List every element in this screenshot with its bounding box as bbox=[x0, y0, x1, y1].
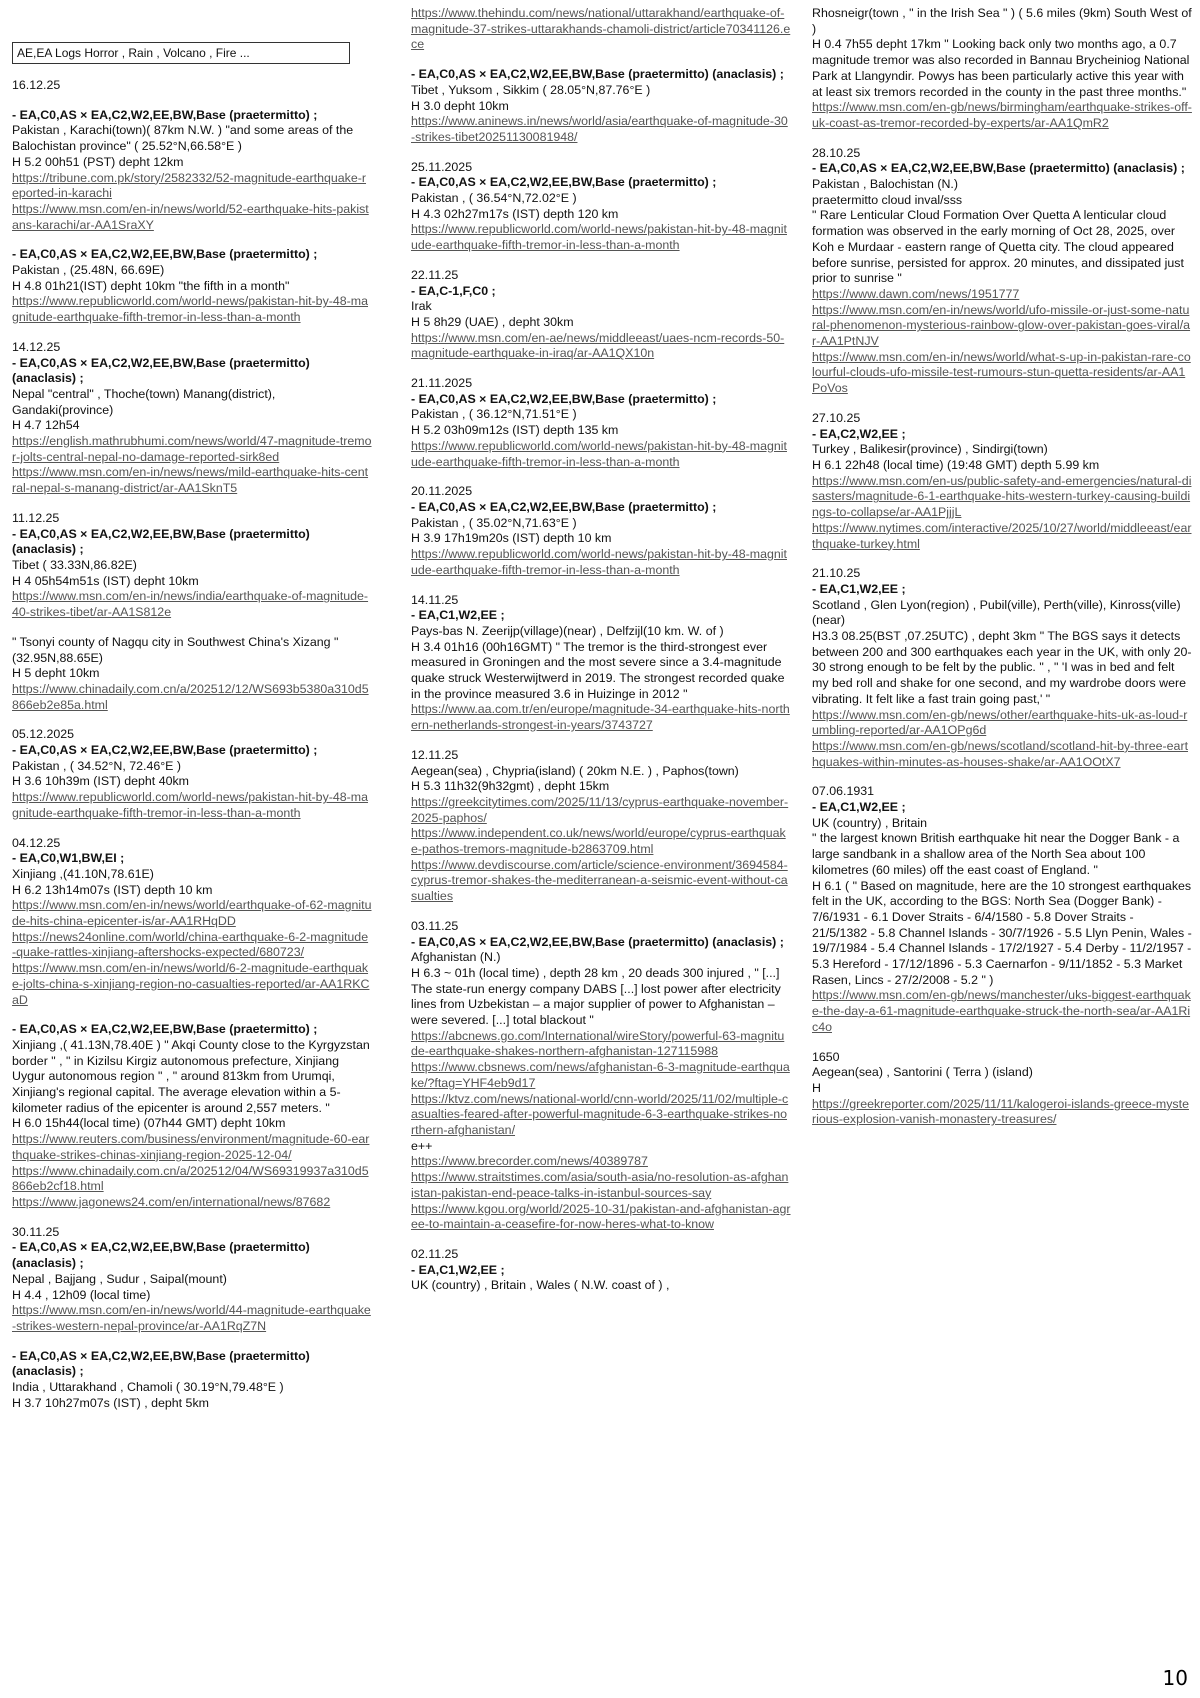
entry-text: H 5.3 11h32(9h32gmt) , depht 15km bbox=[411, 779, 610, 794]
entry-text: 30.11.25 bbox=[12, 1224, 60, 1239]
source-link[interactable]: https://www.msn.com/en-in/news/world/earthquake-of-62-magnitude-hits-china-epicenter-is/ar-AA1RHqDD bbox=[12, 898, 372, 929]
source-link[interactable]: https://greekreporter.com/2025/11/11/kalogeroi-islands-greece-mysterious-explosion-vanish-monastery-treasures/ bbox=[812, 1096, 1189, 1127]
entry-text: 14.12.25 bbox=[12, 339, 61, 354]
entry-code: - EA,C1,W2,EE ; bbox=[411, 608, 505, 623]
entry-code: - EA,C0,AS × EA,C2,W2,EE,BW,Base (praetermitto) ; bbox=[411, 499, 717, 514]
source-link[interactable]: https://www.republicworld.com/world-news/pakistan-hit-by-48-magnitude-earthquake-fifth-tremor-in-less-than-a-month bbox=[411, 222, 787, 253]
source-link[interactable]: https://www.kgou.org/world/2025-10-31/pakistan-and-afghanistan-agree-to-maintain-a-ceasefire-for-now-heres-what-to-know bbox=[411, 1201, 791, 1232]
entry-text: Nepal , Bajjang , Sudur , Saipal(mount) bbox=[12, 1271, 227, 1286]
entry-text: Pakistan , ( 34.52°N, 72.46°E ) bbox=[12, 758, 182, 773]
source-link[interactable]: https://www.republicworld.com/world-news/pakistan-hit-by-48-magnitude-earthquake-fifth-tremor-in-less-than-a-month bbox=[12, 294, 369, 325]
entry-text: 07.06.1931 bbox=[812, 784, 875, 799]
entry-code: - EA,C0,AS × EA,C2,W2,EE,BW,Base (praetermitto) ; bbox=[12, 247, 318, 262]
source-link[interactable]: https://www.republicworld.com/world-news/pakistan-hit-by-48-magnitude-earthquake-fifth-tremor-in-less-than-a-month bbox=[411, 547, 787, 577]
entry-text: H 4 05h54m51s (IST) depht 10km bbox=[12, 573, 199, 588]
log-entry bbox=[12, 108, 372, 234]
log-entry bbox=[411, 268, 791, 362]
entry-text: H 3.6 10h39m (IST) depht 40km bbox=[12, 774, 189, 789]
log-entry bbox=[12, 78, 372, 94]
entry-code: - EA,C0,AS × EA,C2,W2,EE,BW,Base (praetermitto) ; bbox=[12, 107, 318, 122]
entry-text: Aegean(sea) , Chypria(island) ( 20km N.E. ) , Paphos(town) bbox=[411, 763, 739, 778]
log-entry bbox=[812, 411, 1192, 552]
entry-text: Nepal "central" , Thoche(town) Manang(district), Gandaki(province) bbox=[12, 386, 276, 417]
entry-code: - EA,C0,AS × EA,C2,W2,EE,BW,Base (praetermitto) (anaclasis) ; bbox=[12, 1240, 310, 1271]
source-link[interactable]: https://tribune.com.pk/story/2582332/52-magnitude-earthquake-reported-in-karachi bbox=[12, 170, 367, 201]
entry-text: H bbox=[812, 1081, 821, 1095]
log-entry bbox=[12, 727, 372, 821]
log-entry bbox=[411, 376, 791, 470]
log-entry bbox=[411, 484, 791, 578]
entry-text: " Tsonyi county of Nagqu city in Southwest China's Xizang " (32.95N,88.65E) bbox=[12, 634, 339, 665]
entry-code: - EA,C0,AS × EA,C2,W2,EE,BW,Base (praetermitto) (anaclasis) ; bbox=[12, 1348, 310, 1379]
entry-text: Afghanistan (N.) bbox=[411, 950, 501, 965]
source-link[interactable]: https://www.msn.com/en-in/news/news/mild-earthquake-hits-central-nepal-s-manang-district/ar-AA1SknT5 bbox=[12, 465, 369, 496]
entry-code: - EA,C0,AS × EA,C2,W2,EE,BW,Base (praetermitto) ; bbox=[411, 175, 717, 190]
entry-text: UK (country) , Britain , Wales ( N.W. coast of ) , bbox=[411, 1278, 670, 1293]
entry-text: 14.11.25 bbox=[411, 592, 459, 607]
log-entry bbox=[12, 836, 372, 1009]
source-link[interactable]: https://www.reuters.com/business/environment/magnitude-60-earthquake-strikes-chinas-xinjiang-region-2025-12-04/ bbox=[12, 1132, 370, 1162]
source-link[interactable]: https://www.aa.com.tr/en/europe/magnitude-34-earthquake-hits-northern-netherlands-strongest-in-years/3743727 bbox=[411, 702, 790, 733]
log-entry bbox=[12, 635, 372, 714]
entry-text: " Rare Lenticular Cloud Formation Over Quetta A lenticular cloud formation was observed in the early morning of Oct 28, 2025, over Koh e Murdaar - eastern range of Quetta city. The cloud appeared before sunrise, persisted for approx. 20 minutes, and dissipated just prior to sunrise " bbox=[812, 208, 1184, 286]
page-number: 10 bbox=[1162, 1666, 1188, 1690]
entry-text: H 5.2 00h51 (PST) depht 12km bbox=[12, 154, 184, 169]
entry-text: 04.12.25 bbox=[12, 835, 61, 850]
log-entry bbox=[812, 146, 1192, 397]
entry-text: 03.11.25 bbox=[411, 918, 459, 933]
source-link[interactable]: https://www.thehindu.com/news/national/uttarakhand/earthquake-of-magnitude-37-strikes-uttarakhands-chamoli-district/article70341126.ece bbox=[411, 6, 791, 52]
source-link[interactable]: https://www.chinadaily.com.cn/a/202512/04/WS69319937a310d5866eb2cf18.html bbox=[12, 1163, 369, 1194]
source-link[interactable]: https://www.devdiscourse.com/article/science-environment/3694584-cyprus-tremor-shakes-the-mediterranean-a-seismic-event-without-casualties bbox=[411, 857, 788, 904]
entry-text: H 6.1 ( " Based on magnitude, here are the 10 strongest earthquakes felt in the UK, according to the BGS: North Sea (Dogger Bank) - 7/6/1931 - 6.1 Dover Straits - 6/4/1580 - 5.8 Dover Straits - 21/5/1382 - 5.8 Channel Islands - 30/7/1926 - 5.5 Llyn Penin, Wales - 19/7/1984 - 5.4 Channel Islands - 17/2/1927 - 5.4 Derby - 11/2/1957 - 5.3 Hereford - 17/12/1896 - 5.3 Caernarfon - 9/11/1852 - 5.3 Market Rasen, Lincs - 27/2/2008 - 5.2 " ) bbox=[812, 878, 1192, 987]
source-link[interactable]: https://www.msn.com/en-gb/news/scotland/scotland-hit-by-three-earthquakes-within-minutes-as-houses-shake/ar-AA1OOtX7 bbox=[812, 738, 1189, 769]
entry-text: Xinjiang ,(41.10N,78.61E) bbox=[12, 866, 154, 881]
log-entry bbox=[411, 6, 791, 53]
entry-text: Pakistan , ( 35.02°N,71.63°E ) bbox=[411, 515, 577, 530]
source-link[interactable]: https://abcnews.go.com/International/wireStory/powerful-63-magnitude-earthquake-shakes-northern-afghanistan-127115988 bbox=[411, 1028, 785, 1059]
entry-text: H 4.3 02h27m17s (IST) depth 120 km bbox=[411, 206, 619, 221]
log-entry bbox=[12, 247, 372, 326]
entry-text: H 5.2 03h09m12s (IST) depth 135 km bbox=[411, 423, 619, 438]
log-entry bbox=[411, 593, 791, 734]
source-link[interactable]: https://www.jagonews24.com/en/international/news/87682 bbox=[12, 1195, 331, 1209]
log-entry bbox=[411, 67, 791, 146]
entry-code: - EA,C0,AS × EA,C2,W2,EE,BW,Base (praetermitto) (anaclasis) ; bbox=[411, 67, 784, 82]
column-1 bbox=[12, 42, 372, 1425]
source-link[interactable]: https://www.nytimes.com/interactive/2025/10/27/world/middleeast/earthquake-turkey.html bbox=[812, 520, 1192, 551]
entry-code: - EA,C0,AS × EA,C2,W2,EE,BW,Base (praetermitto) (anaclasis) ; bbox=[12, 355, 310, 386]
entry-text: H 3.7 10h27m07s (IST) , depht 5km bbox=[12, 1395, 209, 1410]
source-link[interactable]: https://www.msn.com/en-in/news/world/6-2-magnitude-earthquake-jolts-china-s-xinjiang-region-no-casualties-reported/ar-AA1RKCaD bbox=[12, 961, 370, 1007]
entry-text: H 3.4 01h16 (00h16GMT) " The tremor is the third-strongest ever measured in Groningen and the most severe since a 3.4-magnitude quake struck Westerwijtwerd in 2019. The strongest recorded quake in the province measured 3.6 in Huizinge in 2012 " bbox=[411, 639, 785, 701]
entry-text: Pakistan , Balochistan (N.) bbox=[812, 177, 958, 192]
source-link[interactable]: https://www.msn.com/en-gb/news/other/earthquake-hits-uk-as-loud-rumbling-reported/ar-AA1OPg6d bbox=[812, 707, 1188, 738]
entry-text: H 6.0 15h44(local time) (07h44 GMT) depht 10km bbox=[12, 1116, 286, 1131]
entry-text: Pakistan , Karachi(town)( 87km N.W. ) "and some areas of the Balochistan province" ( 25.52°N,66.58°E ) bbox=[12, 123, 354, 154]
source-link[interactable]: https://www.brecorder.com/news/40389787 bbox=[411, 1154, 648, 1169]
entry-text: Pakistan , (25.48N, 66.69E) bbox=[12, 263, 165, 278]
entry-code: - EA,C0,AS × EA,C2,W2,EE,BW,Base (praetermitto) ; bbox=[411, 391, 717, 406]
entry-code: - EA,C0,AS × EA,C2,W2,EE,BW,Base (praetermitto) (anaclasis) ; bbox=[812, 161, 1185, 176]
entry-text: 25.11.2025 bbox=[411, 159, 473, 174]
entry-text: 02.11.25 bbox=[411, 1246, 459, 1261]
entry-text: H 6.2 13h14m07s (IST) depth 10 km bbox=[12, 882, 213, 897]
source-link[interactable]: https://www.msn.com/en-gb/news/birmingham/earthquake-strikes-off-uk-coast-as-tremor-recorded-by-experts/ar-AA1QmR2 bbox=[812, 100, 1192, 130]
entry-text: Irak bbox=[411, 299, 432, 314]
entry-code: - EA,C-1,F,C0 ; bbox=[411, 283, 496, 298]
entry-text: H 6.3 ~ 01h (local time) , depth 28 km , 20 deads 300 injured , " [...] The state-run energy company DABS [...] lost power after electricity lines from Uzbekistan – a major supplier of power to Afghanistan – were severed. [...] total blackout " bbox=[411, 965, 781, 1028]
source-link[interactable]: https://www.aninews.in/news/world/asia/earthquake-of-magnitude-30-strikes-tibet20251130081948/ bbox=[411, 114, 788, 144]
log-entry bbox=[411, 1247, 791, 1294]
entry-code: - EA,C0,W1,BW,EI ; bbox=[12, 851, 125, 866]
entry-text: UK (country) , Britain bbox=[812, 815, 927, 830]
entry-text: 05.12.2025 bbox=[12, 727, 75, 742]
source-link[interactable]: https://english.mathrubhumi.com/news/world/47-magnitude-tremor-jolts-central-nepal-no-damage-reported-sirk8ed bbox=[12, 434, 372, 464]
entry-text: Turkey , Balikesir(province) , Sindirgi(town) bbox=[812, 442, 1048, 457]
log-entry bbox=[411, 748, 791, 905]
entry-text: H 5 8h29 (UAE) , depht 30km bbox=[411, 314, 574, 329]
source-link[interactable]: https://www.republicworld.com/world-news/pakistan-hit-by-48-magnitude-earthquake-fifth-tremor-in-less-than-a-month bbox=[411, 438, 787, 469]
log-entry bbox=[812, 6, 1192, 132]
source-link[interactable]: https://www.chinadaily.com.cn/a/202512/12/WS693b5380a310d5866eb2e85a.html bbox=[12, 681, 369, 712]
entry-code: - EA,C1,W2,EE ; bbox=[812, 800, 906, 815]
entry-text: H 3.0 depht 10km bbox=[411, 98, 509, 113]
entry-code: - EA,C2,W2,EE ; bbox=[812, 426, 906, 441]
entry-text: 22.11.25 bbox=[411, 267, 459, 282]
title-box: AE,EA Logs Horror , Rain , Volcano , Fire ... bbox=[12, 42, 350, 64]
log-entry bbox=[812, 566, 1192, 770]
source-link[interactable]: https://news24online.com/world/china-earthquake-6-2-magnitude-quake-rattles-xinjiang-aftershocks-expected/680723/ bbox=[12, 929, 369, 960]
entry-text: 28.10.25 bbox=[812, 145, 861, 160]
entry-text: 21.11.2025 bbox=[411, 376, 473, 391]
entry-code: - EA,C0,AS × EA,C2,W2,EE,BW,Base (praetermitto) (anaclasis) ; bbox=[12, 526, 310, 557]
log-entry bbox=[812, 1050, 1192, 1129]
entry-text: " the largest known British earthquake hit near the Dogger Bank - a large sandbank in a shallow area of the North Sea about 100 kilometres (60 miles) off the east coast of England. " bbox=[812, 831, 1180, 877]
source-link[interactable]: https://www.msn.com/en-in/news/world/ufo-missile-or-just-some-natural-phenomenon-mysterious-rainbow-glow-over-pakistan-goes-viral/ar-AA1PtNJV bbox=[812, 302, 1191, 349]
entry-text: H 4.4 , 12h09 (local time) bbox=[12, 1287, 151, 1302]
entry-text: Rhosneigr(town , " in the Irish Sea " ) ( 5.6 miles (9km) South West of ) bbox=[812, 6, 1192, 36]
entry-text: 20.11.2025 bbox=[411, 484, 473, 499]
entry-text: 16.12.25 bbox=[12, 78, 61, 92]
source-link[interactable]: https://www.cbsnews.com/news/afghanistan-6-3-magnitude-earthquake/?ftag=YHF4eb9d17 bbox=[411, 1060, 790, 1090]
entry-text: Pays-bas N. Zeerijp(village)(near) , Delfzijl(10 km. W. of ) bbox=[411, 623, 724, 638]
column-2 bbox=[411, 6, 791, 1308]
source-link[interactable]: https://greekcitytimes.com/2025/11/13/cyprus-earthquake-november-2025-paphos/ bbox=[411, 794, 789, 825]
entry-code: - EA,C0,AS × EA,C2,W2,EE,BW,Base (praetermitto) ; bbox=[12, 1022, 318, 1037]
entry-text: e++ bbox=[411, 1138, 433, 1153]
entry-text: H 4.8 01h21(IST) depht 10km "the fifth in a month" bbox=[12, 278, 290, 293]
column-3 bbox=[812, 6, 1192, 1142]
entry-text: 1650 bbox=[812, 1049, 840, 1064]
entry-text: H 0.4 7h55 depht 17km " Looking back only two months ago, a 0.7 magnitude tremor was also recorded in Bannau Brycheiniog National Park at Llangyndir. Powys has been particularly active this year with at least six tremors recorded in the county in the past three months." bbox=[812, 37, 1190, 99]
log-entry bbox=[12, 511, 372, 621]
entry-code: - EA,C1,W2,EE ; bbox=[411, 1262, 505, 1277]
source-link[interactable]: https://www.msn.com/en-in/news/world/44-magnitude-earthquake-strikes-western-nepal-province/ar-AA1RqZ7N bbox=[12, 1303, 371, 1333]
log-entry bbox=[411, 919, 791, 1233]
entry-text: 21.10.25 bbox=[812, 566, 861, 581]
entry-text: Pakistan , ( 36.12°N,71.51°E ) bbox=[411, 407, 577, 422]
log-entry bbox=[12, 1349, 372, 1412]
entry-text: H 3.9 17h19m20s (IST) depth 10 km bbox=[411, 531, 612, 546]
entry-text: H 6.1 22h48 (local time) (19:48 GMT) depth 5.99 km bbox=[812, 457, 1100, 472]
entry-text: Xinjiang ,( 41.13N,78.40E ) " Akqi County close to the Kyrgyzstan border " , " in Kizilsu Kirgiz autonomous prefecture, Xinjiang Uygur autonomous region " , " around 813km from Urumqi, Xinjiang's regional capital. The average elevation within a 5-kilometer radius of the epicenter is around 2,557 meters. " bbox=[12, 1037, 370, 1115]
entry-text: 11.12.25 bbox=[12, 510, 60, 525]
entry-text: Aegean(sea) , Santorini ( Terra ) (island) bbox=[812, 1065, 1033, 1080]
source-link[interactable]: https://www.msn.com/en-in/news/world/what-s-up-in-pakistan-rare-colourful-clouds-ufo-missile-test-rumours-stun-quetta-residents/ar-AA1PoVos bbox=[812, 349, 1191, 396]
source-link[interactable]: https://www.straitstimes.com/asia/south-asia/no-resolution-as-afghanistan-pakistan-end-peace-talks-in-istanbul-sources-say bbox=[411, 1170, 789, 1200]
source-link[interactable]: https://www.dawn.com/news/1951777 bbox=[812, 286, 1020, 301]
entry-text: Tibet , Yuksom , Sikkim ( 28.05°N,87.76°E ) bbox=[411, 82, 651, 97]
log-entry bbox=[812, 784, 1192, 1035]
log-entry bbox=[411, 160, 791, 254]
entry-text: 12.11.25 bbox=[411, 747, 459, 762]
source-link[interactable]: https://www.msn.com/en-in/news/world/52-earthquake-hits-pakistans-karachi/ar-AA1SraXY bbox=[12, 201, 369, 232]
source-link[interactable]: https://www.msn.com/en-in/news/india/earthquake-of-magnitude-40-strikes-tibet/ar-AA1S812e bbox=[12, 589, 369, 620]
log-entry bbox=[12, 340, 372, 497]
log-entry bbox=[12, 1225, 372, 1335]
entry-text: 27.10.25 bbox=[812, 410, 861, 425]
source-link[interactable]: https://www.msn.com/en-us/public-safety-and-emergencies/natural-disasters/magnitude-6-1-earthquake-hits-western-turkey-causing-buildings-to-collapse/ar-AA1PjjjL bbox=[812, 473, 1192, 520]
entry-text: H 5 depht 10km bbox=[12, 666, 100, 681]
source-link[interactable]: https://www.msn.com/en-gb/news/manchester/uks-biggest-earthquake-the-day-a-61-magnitude-earthquake-struck-the-north-sea/ar-AA1Ric4o bbox=[812, 988, 1191, 1034]
entry-code: - EA,C0,AS × EA,C2,W2,EE,BW,Base (praetermitto) ; bbox=[12, 743, 318, 758]
entry-text: H3.3 08.25(BST ,07.25UTC) , depht 3km " The BGS says it detects between 200 and 300 earthquakes each year in the UK, with only 20-30 strong enough to be felt by the public. " , " 'I was in bed and felt my bed roll and shake for one second, and my wardrobe doors were vibrating. It felt like a fast train going past,' " bbox=[812, 629, 1192, 706]
source-link[interactable]: https://www.republicworld.com/world-news/pakistan-hit-by-48-magnitude-earthquake-fifth-tremor-in-less-than-a-month bbox=[12, 790, 369, 820]
entry-text: praetermitto cloud inval/sss bbox=[812, 192, 963, 207]
source-link[interactable]: https://ktvz.com/news/national-world/cnn-world/2025/11/02/multiple-casualties-feared-after-powerful-magnitude-6-3-earthquake-strikes-northern-afghanistan/ bbox=[411, 1091, 789, 1137]
entry-text: Pakistan , ( 36.54°N,72.02°E ) bbox=[411, 191, 577, 206]
source-link[interactable]: https://www.msn.com/en-ae/news/middleeast/uaes-ncm-records-50-magnitude-earthquake-in-iraq/ar-AA1QX10n bbox=[411, 330, 785, 361]
entry-text: Tibet ( 33.33N,86.82E) bbox=[12, 557, 137, 572]
entry-text: Scotland , Glen Lyon(region) , Pubil(ville), Perth(ville), Kinross(ville) (near) bbox=[812, 597, 1181, 628]
source-link[interactable]: https://www.independent.co.uk/news/world/europe/cyprus-earthquake-pathos-tremors-magnitude-b2863709.html bbox=[411, 826, 786, 857]
entry-text: H 4.7 12h54 bbox=[12, 418, 80, 433]
entry-code: - EA,C1,W2,EE ; bbox=[812, 581, 906, 596]
entry-text: India , Uttarakhand , Chamoli ( 30.19°N,79.48°E ) bbox=[12, 1380, 284, 1395]
log-entry bbox=[12, 1022, 372, 1210]
entry-code: - EA,C0,AS × EA,C2,W2,EE,BW,Base (praetermitto) (anaclasis) ; bbox=[411, 934, 784, 949]
